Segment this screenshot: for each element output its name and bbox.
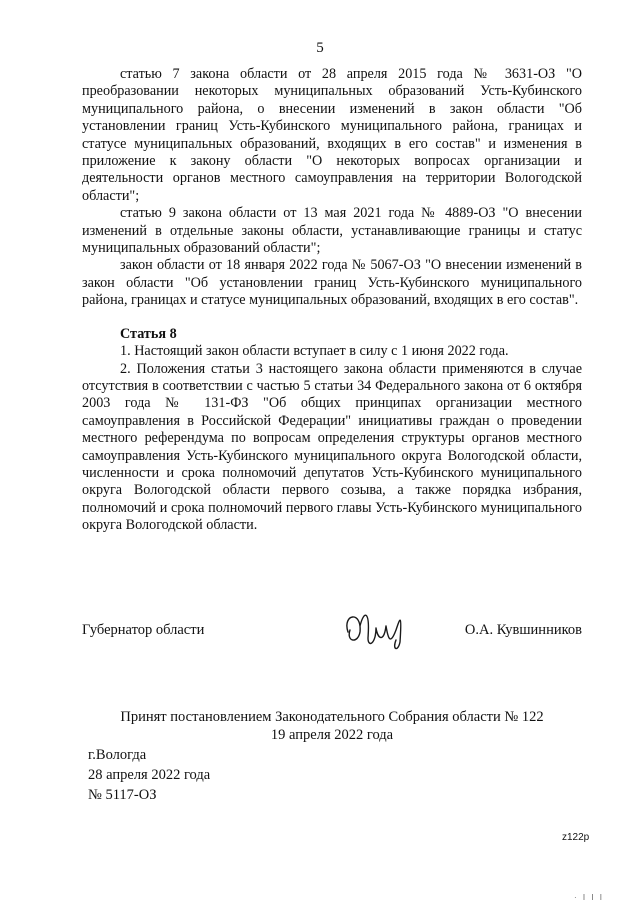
- paragraph: статью 7 закона области от 28 апреля 2015 года № 3631-ОЗ "О преобразовании некоторых муниципальных образований Усть-Кубинского муниципального района, о внесении изменений в закон области "Об установлении границ Усть-Кубинского муниципального района, границах и статусе муниципальных образований, входящих в его состав" и изменения в приложение к закону области "О некоторых вопросах организации и деятельности органов местного самоуправления на территории Вологодской области";: [82, 66, 582, 204]
- handwritten-signature: [340, 604, 410, 654]
- law-metadata: [88, 745, 210, 805]
- adoption-date: 19 апреля 2022 года: [270, 727, 394, 743]
- adoption-note: [82, 708, 582, 744]
- city: г.Вологда: [88, 747, 147, 763]
- paragraph: закон области от 18 января 2022 года № 5067-ОЗ "О внесении изменений в закон области "Об установлении границ Усть-Кубинского муниципального района, границах и статусе муниципальных образований, входящих в его состав".: [82, 257, 582, 309]
- law-number: № 5117-ОЗ: [88, 787, 157, 803]
- footer-marks: · I I I: [574, 893, 604, 902]
- paragraph: 1. Настоящий закон области вступает в силу с 1 июня 2022 года.: [120, 343, 509, 360]
- paragraph: 2. Положения статьи 3 настоящего закона области применяются в случае отсутствия в соответствии с частью 5 статьи 34 Федерального закона от 6 октября 2003 года № 131-ФЗ "Об общих принципах организации местного самоуправления в Российской Федерации" инициативы граждан о проведении местного референдума по вопросам определения структуры органов местного самоуправления Усть-Кубинского муниципального округа Вологодской области, численности и срока полномочий депутатов Усть-Кубинского муниципального округа Вологодской области первого созыва, а также порядка избрания, полномочий и срока полномочий первого главы Усть-Кубинского муниципального округа Вологодской области.: [82, 360, 582, 534]
- signatory-name: О.А. Кувшинников: [464, 622, 582, 638]
- signatory-title: Губернатор области: [82, 622, 205, 638]
- document-body: [82, 66, 582, 535]
- signature-block: [82, 622, 582, 662]
- document-code: z122p: [562, 832, 590, 843]
- law-date: 28 апреля 2022 года: [88, 767, 211, 783]
- paragraph: статью 9 закона области от 13 мая 2021 года № 4889-ОЗ "О внесении изменений в отдельные законы области, устанавливающие границы и статус муниципальных образований области";: [82, 205, 582, 257]
- page-number: 5: [316, 40, 324, 56]
- adoption-line: Принят постановлением Законодательного Собрания области № 122: [120, 709, 544, 725]
- article-heading: Статья 8: [120, 325, 177, 342]
